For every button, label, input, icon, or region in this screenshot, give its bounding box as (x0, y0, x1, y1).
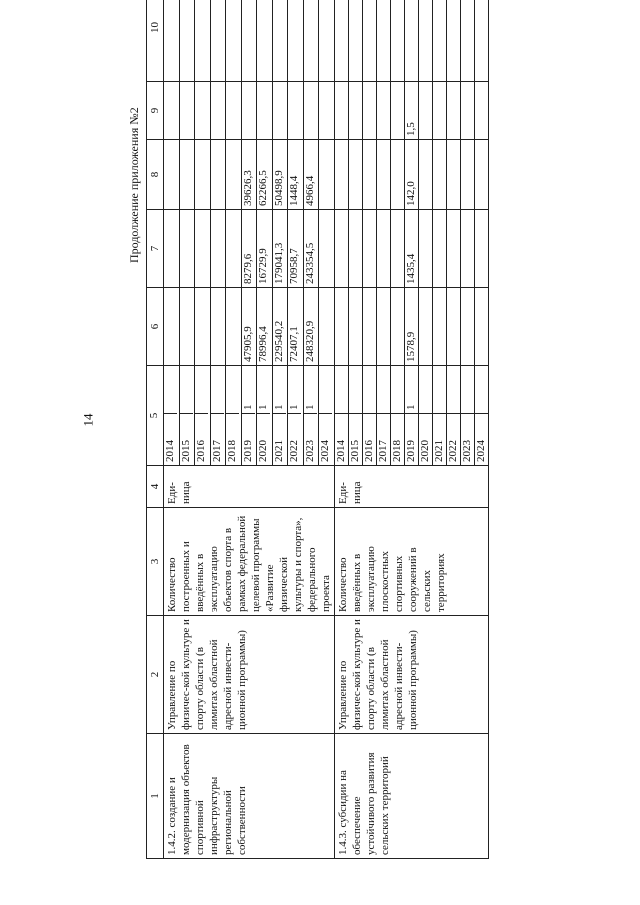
year-count-cell (303, 366, 319, 466)
value-cell-6: 1578,9 (405, 288, 419, 366)
year-label: 2016 (363, 413, 376, 465)
value-cell-8 (377, 140, 391, 210)
value-cell-10 (447, 0, 461, 82)
count-value: 1 (257, 404, 270, 410)
value-cell-7 (419, 210, 433, 288)
executor-cell: Управление по физичес-кой культуре и спорту области (в лимитах областной адресной инвести-ционной программы) (335, 616, 489, 734)
value-cell-10 (272, 0, 288, 82)
year-label: 2021 (273, 413, 286, 465)
value-cell-7 (363, 210, 377, 288)
count-value: 1 (241, 404, 254, 410)
value-cell-6 (461, 288, 475, 366)
year-count-cell (433, 366, 447, 466)
col-header: 6 (147, 288, 164, 366)
year-label: 2014 (335, 413, 348, 465)
value-cell-10 (461, 0, 475, 82)
value-cell-6 (447, 288, 461, 366)
value-cell-7: 243354,5 (303, 210, 319, 288)
value-cell-9 (461, 82, 475, 140)
value-cell-7 (391, 210, 405, 288)
value-cell-8 (391, 140, 405, 210)
value-cell-7 (226, 210, 242, 288)
col-header: 8 (147, 140, 164, 210)
page-number: 14 (80, 413, 96, 427)
value-cell-8: 142,0 (405, 140, 419, 210)
value-cell-8 (164, 140, 180, 210)
value-cell-6 (226, 288, 242, 366)
value-cell-7 (210, 210, 226, 288)
year-label: 2022 (447, 413, 460, 465)
value-cell-6: 72407,1 (288, 288, 304, 366)
count-value (461, 366, 474, 413)
value-cell-8 (363, 140, 377, 210)
count-value (195, 366, 208, 413)
year-count-cell (377, 366, 391, 466)
value-cell-10 (179, 0, 195, 82)
col-header: 7 (147, 210, 164, 288)
year-label: 2019 (242, 413, 255, 465)
count-value: 1 (303, 404, 316, 410)
value-cell-10 (405, 0, 419, 82)
measure-cell: 1.4.3. субсидии на обеспечение устойчивого развития сельских территорий (335, 734, 489, 859)
value-cell-8 (335, 140, 349, 210)
value-cell-8 (226, 140, 242, 210)
col-header: 3 (147, 508, 164, 616)
value-cell-7: 70958,7 (288, 210, 304, 288)
value-cell-6 (164, 288, 180, 366)
value-cell-10 (475, 0, 489, 82)
value-cell-10 (335, 0, 349, 82)
year-count-cell (179, 366, 195, 466)
value-cell-6 (335, 288, 349, 366)
value-cell-6 (319, 288, 335, 366)
year-count-cell (319, 366, 335, 466)
value-cell-8: 1448,4 (288, 140, 304, 210)
value-cell-6 (475, 288, 489, 366)
year-label: 2019 (405, 413, 418, 465)
value-cell-6 (210, 288, 226, 366)
value-cell-10 (241, 0, 257, 82)
rotated-table-sheet (146, 22, 563, 859)
count-value: 1 (288, 404, 301, 410)
count-value: 1 (405, 404, 417, 410)
value-cell-7: 1435,4 (405, 210, 419, 288)
value-cell-7: 16729,9 (257, 210, 273, 288)
year-label: 2021 (433, 413, 446, 465)
year-count-cell (164, 366, 180, 466)
col-header: 4 (147, 466, 164, 508)
value-cell-6 (419, 288, 433, 366)
col-header: 2 (147, 616, 164, 734)
value-cell-8: 50498,9 (272, 140, 288, 210)
value-cell-9 (195, 82, 211, 140)
value-cell-6 (349, 288, 363, 366)
year-count-cell (447, 366, 461, 466)
value-cell-7 (319, 210, 335, 288)
count-value (433, 366, 446, 413)
value-cell-8 (179, 140, 195, 210)
year-label: 2014 (164, 413, 177, 465)
value-cell-6 (195, 288, 211, 366)
year-count-cell (272, 366, 288, 466)
value-cell-9 (272, 82, 288, 140)
count-value (319, 366, 332, 413)
year-label: 2018 (391, 413, 404, 465)
measure-cell: 1.4.2. создание и модернизация объектов спортивной инфраструктуры региональной собственности (164, 734, 335, 859)
value-cell-8 (349, 140, 363, 210)
year-count-cell (257, 366, 273, 466)
value-cell-10 (419, 0, 433, 82)
year-count-cell (405, 366, 419, 466)
year-count-cell (288, 366, 304, 466)
appendix-caption: Продолжение приложения №2 (127, 107, 141, 263)
value-cell-6 (433, 288, 447, 366)
count-value (211, 366, 224, 413)
year-count-cell (335, 366, 349, 466)
indicator-cell: Количество построенных и введённых в эксплуатацию объектов спорта в рамках федеральной целевой программы «Развитие физической культуры и спорта», федерального проекта (164, 508, 335, 616)
value-cell-9 (210, 82, 226, 140)
value-cell-10 (226, 0, 242, 82)
value-cell-10 (303, 0, 319, 82)
table-row (335, 0, 349, 859)
value-cell-10 (319, 0, 335, 82)
year-count-cell (461, 366, 475, 466)
value-cell-6 (377, 288, 391, 366)
year-count-cell (475, 366, 489, 466)
value-cell-7 (335, 210, 349, 288)
value-cell-10 (164, 0, 180, 82)
count-value (419, 366, 432, 413)
value-cell-9 (377, 82, 391, 140)
value-cell-7 (195, 210, 211, 288)
value-cell-9 (288, 82, 304, 140)
value-cell-10 (349, 0, 363, 82)
value-cell-9 (226, 82, 242, 140)
program-table (146, 0, 489, 859)
year-count-cell (195, 366, 211, 466)
value-cell-10 (257, 0, 273, 82)
value-cell-7 (377, 210, 391, 288)
year-label: 2017 (211, 413, 224, 465)
year-label: 2024 (475, 413, 488, 465)
year-count-cell (210, 366, 226, 466)
value-cell-10 (363, 0, 377, 82)
count-value (164, 366, 177, 413)
year-label: 2015 (180, 413, 193, 465)
count-value (349, 366, 362, 413)
year-count-cell (349, 366, 363, 466)
count-value (475, 366, 488, 413)
year-label: 2023 (304, 413, 317, 465)
value-cell-9 (164, 82, 180, 140)
count-value (391, 366, 404, 413)
value-cell-7: 8279,6 (241, 210, 257, 288)
value-cell-9 (363, 82, 377, 140)
indicator-cell: Количество введённых в эксплуатацию плоскостных спортивных сооружений в сельских территориях (335, 508, 489, 616)
value-cell-6 (363, 288, 377, 366)
count-value: 1 (272, 404, 285, 410)
value-cell-9 (303, 82, 319, 140)
value-cell-10 (288, 0, 304, 82)
value-cell-7 (447, 210, 461, 288)
value-cell-10 (377, 0, 391, 82)
value-cell-7 (349, 210, 363, 288)
count-value (447, 366, 460, 413)
value-cell-9 (391, 82, 405, 140)
col-header: 10 (147, 0, 164, 82)
year-label: 2022 (288, 413, 301, 465)
year-label: 2020 (257, 413, 270, 465)
header-row (147, 0, 164, 859)
value-cell-6 (179, 288, 195, 366)
value-cell-6: 229540,2 (272, 288, 288, 366)
year-count-cell (241, 366, 257, 466)
value-cell-10 (391, 0, 405, 82)
value-cell-8 (319, 140, 335, 210)
year-label: 2017 (377, 413, 390, 465)
value-cell-7: 179041,3 (272, 210, 288, 288)
value-cell-9 (433, 82, 447, 140)
year-label: 2018 (226, 413, 239, 465)
col-header: 9 (147, 82, 164, 140)
col-header: 5 (147, 366, 164, 466)
value-cell-9 (349, 82, 363, 140)
value-cell-7 (475, 210, 489, 288)
year-label: 2015 (349, 413, 362, 465)
value-cell-7 (164, 210, 180, 288)
year-label: 2020 (419, 413, 432, 465)
value-cell-8 (475, 140, 489, 210)
value-cell-9 (319, 82, 335, 140)
value-cell-8 (433, 140, 447, 210)
executor-cell: Управление по физичес-кой культуре и спорту области (в лимитах областной адресной инвести-ционной программы) (164, 616, 335, 734)
value-cell-9 (475, 82, 489, 140)
value-cell-10 (210, 0, 226, 82)
value-cell-9 (335, 82, 349, 140)
value-cell-8: 39626,3 (241, 140, 257, 210)
value-cell-9 (241, 82, 257, 140)
value-cell-10 (195, 0, 211, 82)
value-cell-6 (391, 288, 405, 366)
value-cell-8: 62266,5 (257, 140, 273, 210)
value-cell-7 (433, 210, 447, 288)
value-cell-7 (461, 210, 475, 288)
unit-cell: Еди-ница (164, 466, 335, 508)
value-cell-6: 248320,9 (303, 288, 319, 366)
year-count-cell (419, 366, 433, 466)
year-count-cell (391, 366, 405, 466)
value-cell-9 (447, 82, 461, 140)
count-value (335, 366, 348, 413)
year-label: 2024 (319, 413, 332, 465)
unit-cell: Еди-ница (335, 466, 489, 508)
value-cell-6: 78996,4 (257, 288, 273, 366)
value-cell-8 (461, 140, 475, 210)
value-cell-8 (210, 140, 226, 210)
table-row (164, 0, 180, 859)
count-value (226, 366, 239, 413)
year-count-cell (226, 366, 242, 466)
col-header: 1 (147, 734, 164, 859)
value-cell-8 (447, 140, 461, 210)
value-cell-9 (419, 82, 433, 140)
count-value (377, 366, 390, 413)
value-cell-9 (257, 82, 273, 140)
value-cell-9: 1,5 (405, 82, 419, 140)
count-value (180, 366, 193, 413)
value-cell-9 (179, 82, 195, 140)
value-cell-8: 4966,4 (303, 140, 319, 210)
value-cell-7 (179, 210, 195, 288)
value-cell-10 (433, 0, 447, 82)
value-cell-6: 47905,9 (241, 288, 257, 366)
year-label: 2016 (195, 413, 208, 465)
value-cell-8 (419, 140, 433, 210)
value-cell-8 (195, 140, 211, 210)
count-value (363, 366, 376, 413)
year-label: 2023 (461, 413, 474, 465)
year-count-cell (363, 366, 377, 466)
